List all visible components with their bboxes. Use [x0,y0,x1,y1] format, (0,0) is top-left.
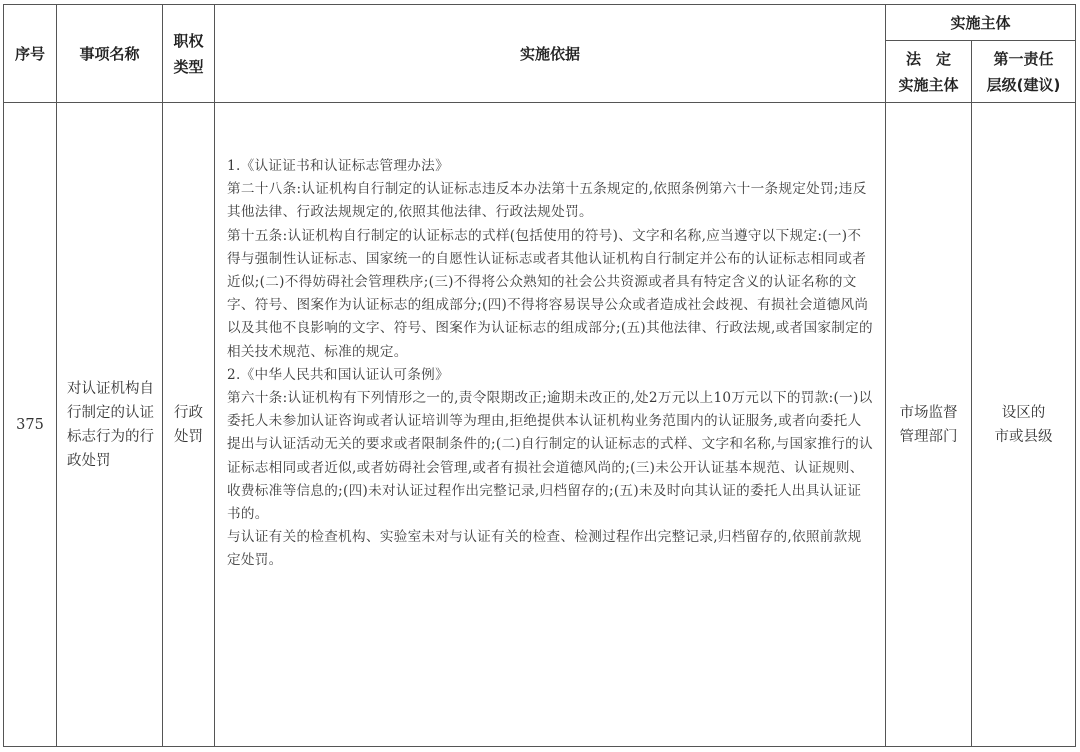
table-row [4,103,1076,747]
header-item-name: 事项名称 [57,5,163,103]
header-legal-subject-line-1: 法 定 [905,49,951,68]
row-responsibility-line-1: 设区的 [1001,404,1046,421]
header-responsibility-line-2: 层级(建议) [986,75,1061,94]
header-responsibility-line-1: 第一责任 [993,49,1054,68]
row-legal-subject [886,103,972,747]
basis-law-1-title: 1.《认证证书和认证标志管理办法》 [227,158,449,174]
basis-law-2-title: 2.《中华人民共和国认证认可条例》 [227,366,449,383]
row-power-type-text: 行政处罚 [174,404,203,445]
header-power-type-line-2: 类型 [173,57,204,76]
row-basis [215,103,886,747]
row-seq: 375 [4,103,57,747]
header-seq: 序号 [4,5,57,103]
header-power-type [163,5,215,103]
header-legal-subject [886,41,972,103]
row-responsibility-level [972,103,1076,747]
basis-article-15: 第十五条:认证机构自行制定的认证标志的式样(包括使用的符号)、文字和名称,应当遵守以下规定:(一)不得与强制性认证标志、国家统一的自愿性认证标志或者其他认证机构自行制定并公布的认证标志相同或者近似;(二)不得妨碍社会管理秩序;(三)不得将公众熟知的社会公共资源或者具有特定含义的认证名称的文字、符号、图案作为认证标志的组成部分;(四)不得将容易误导公众或者造成社会歧视、有损社会道德风尚以及其他不良影响的文字、符号、图案作为认证标志的组成部分;(五)其他法律、行政法规,或者国家制定的相关技术规范、标准的规定。 [227,227,873,360]
basis-article-28: 第二十八条:认证机构自行制定的认证标志违反本办法第十五条规定的,依照条例第六十一条规定处罚;违反其他法律、行政法规规定的,依照其他法律、行政法规处罚。 [227,181,867,221]
row-power-type [163,103,215,747]
header-power-type-line-1: 职权 [173,31,204,50]
header-legal-subject-line-2: 实施主体 [898,75,959,94]
basis-article-60: 第六十条:认证机构有下列情形之一的,责令限期改正;逾期未改正的,处2万元以上10万元以下的罚款:(一)以委托人未参加认证咨询或者认证培训等为理由,拒绝提供本认证机构业务范围内的认证服务,或者向委托人提出与认证活动无关的要求或者限制条件的;(二)自行制定的认证标志的式样、文字和名称,与国家推行的认证标志相同或者近似,或者妨碍社会管理,或者有损社会道德风尚的;(三)未公开认证基本规范、认证规则、收费标准等信息的;(四)未对认证过程作出完整记录,归档留存的;(五)未及时向其认证的委托人出具认证证书的。 [227,390,873,523]
row-responsibility-line-2: 市或县级 [994,428,1053,445]
row-item-name: 对认证机构自行制定的认证标志行为的行政处罚 [57,103,163,747]
header-subject: 实施主体 [886,5,1076,41]
penalty-table [3,4,1076,747]
header-basis: 实施依据 [215,5,886,103]
header-row-1 [4,5,1076,41]
basis-article-60-para-2: 与认证有关的检查机构、实验室未对与认证有关的检查、检测过程作出完整记录,归档留存的,依照前款规定处罚。 [227,529,862,569]
row-legal-subject-text: 市场监督管理部门 [899,404,958,445]
header-responsibility-level [972,41,1076,103]
